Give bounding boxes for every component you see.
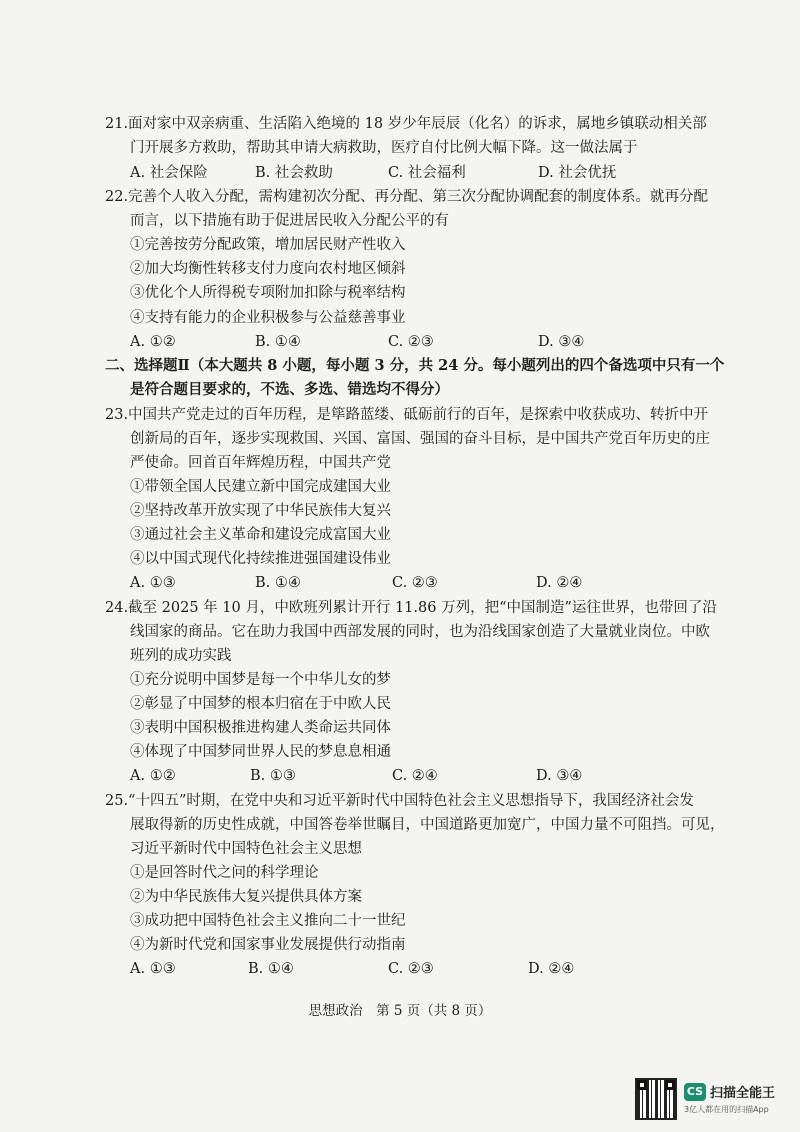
q22-option-d: D. ③④	[538, 334, 585, 350]
qr-code-icon	[637, 1080, 675, 1118]
q25-item-1: ①是回答时代之问的科学理论	[130, 865, 319, 881]
q24-item-1: ①充分说明中国梦是每一个中华儿女的梦	[130, 672, 391, 688]
q21-option-d: D. 社会优抚	[538, 165, 617, 181]
q21-option-a: A. 社会保险	[130, 165, 208, 181]
q25-stem-line1: 25.“十四五”时期，在党中央和习近平新时代中国特色社会主义思想指导下，我国经济社会发	[105, 793, 694, 809]
watermark-tagline: 3亿人都在用的扫描App	[684, 1105, 769, 1114]
q22-item-1: ①完善按劳分配政策，增加居民财产性收入	[130, 237, 406, 253]
section2-heading-line1: 二、选择题Ⅱ（本大题共 8 小题，每小题 3 分，共 24 分。每小题列出的四个备选项中只有一个	[105, 357, 725, 374]
q24-option-d: D. ③④	[536, 768, 583, 784]
q21-option-c: C. 社会福利	[388, 165, 466, 181]
q24-item-3: ③表明中国积极推进构建人类命运共同体	[130, 720, 391, 736]
q24-item-2: ②彰显了中国梦的根本归宿在于中欧人民	[130, 696, 391, 712]
q24-option-c: C. ②④	[392, 768, 438, 784]
q24-option-b: B. ①③	[250, 768, 296, 784]
page-footer: 思想政治 第 5 页（共 8 页）	[308, 1003, 492, 1019]
q25-stem-line3: 习近平新时代中国特色社会主义思想	[130, 841, 362, 857]
q23-stem-line2: 创新局的百年，逐步实现救国、兴国、富国、强国的奋斗目标，是中国共产党百年历史的庄	[130, 431, 710, 447]
q23-item-1: ①带领全国人民建立新中国完成建国大业	[130, 479, 391, 495]
q25-option-b: B. ①④	[248, 961, 294, 977]
q22-item-2: ②加大均衡性转移支付力度向农村地区倾斜	[130, 261, 406, 277]
q23-option-c: C. ②③	[392, 575, 438, 591]
q23-option-a: A. ①③	[130, 575, 176, 591]
q22-stem-line1: 22.完善个人收入分配，需构建初次分配、再分配、第三次分配协调配套的制度体系。就再分配	[105, 189, 709, 205]
q24-item-4: ④体现了中国梦同世界人民的梦息息相通	[130, 744, 391, 760]
q25-item-4: ④为新时代党和国家事业发展提供行动指南	[130, 937, 406, 953]
q23-item-2: ②坚持改革开放实现了中华民族伟大复兴	[130, 503, 391, 519]
q21-option-b: B. 社会救助	[255, 165, 333, 181]
section2-heading-line2: 是符合题目要求的，不选、多选、错选均不得分）	[130, 381, 449, 398]
q24-option-a: A. ①②	[130, 768, 176, 784]
q22-option-b: B. ①④	[255, 334, 301, 350]
watermark-brand-name: 扫描全能王	[710, 1086, 776, 1101]
q22-stem-line2: 而言，以下措施有助于促进居民收入分配公平的有	[130, 213, 449, 229]
q25-item-3: ③成功把中国特色社会主义推向二十一世纪	[130, 913, 406, 929]
q25-option-a: A. ①③	[130, 961, 176, 977]
q23-option-d: D. ②④	[536, 575, 583, 591]
q25-stem-line2: 展取得新的历史性成就，中国答卷举世瞩目，中国道路更加宽广，中国力量不可阻挡。可见，	[130, 817, 725, 833]
q23-stem-line1: 23.中国共产党走过的百年历程，是筚路蓝缕、砥砺前行的百年，是探索中收获成功、转折中开	[105, 407, 709, 423]
q24-stem-line2: 线国家的商品。它在助力我国中西部发展的同时，也为沿线国家创造了大量就业岗位。中欧	[130, 624, 710, 640]
q25-item-2: ②为中华民族伟大复兴提供具体方案	[130, 889, 362, 905]
q22-item-4: ④支持有能力的企业积极参与公益慈善事业	[130, 310, 406, 326]
q23-item-3: ③通过社会主义革命和建设完成富国大业	[130, 527, 391, 543]
q25-option-c: C. ②③	[388, 961, 434, 977]
camscanner-logo: CS	[684, 1083, 706, 1101]
q25-option-d: D. ②④	[528, 961, 575, 977]
q21-stem-line2: 门开展多方救助，帮助其申请大病救助，医疗自付比例大幅下降。这一做法属于	[130, 140, 638, 156]
q24-stem-line3: 班列的成功实践	[130, 648, 232, 664]
q22-option-c: C. ②③	[388, 334, 434, 350]
q22-item-3: ③优化个人所得税专项附加扣除与税率结构	[130, 285, 406, 301]
q23-stem-line3: 严使命。回首百年辉煌历程，中国共产党	[130, 455, 391, 471]
q22-option-a: A. ①②	[130, 334, 176, 350]
q24-stem-line1: 24.截至 2025 年 10 月，中欧班列累计开行 11.86 万列，把“中国制造”运往世界，也带回了沿	[105, 600, 717, 616]
q23-option-b: B. ①④	[255, 575, 301, 591]
q23-item-4: ④以中国式现代化持续推进强国建设伟业	[130, 551, 391, 567]
q21-stem-line1: 21.面对家中双亲病重、生活陷入绝境的 18 岁少年辰辰（化名）的诉求，属地乡镇联动相关部	[105, 116, 707, 132]
